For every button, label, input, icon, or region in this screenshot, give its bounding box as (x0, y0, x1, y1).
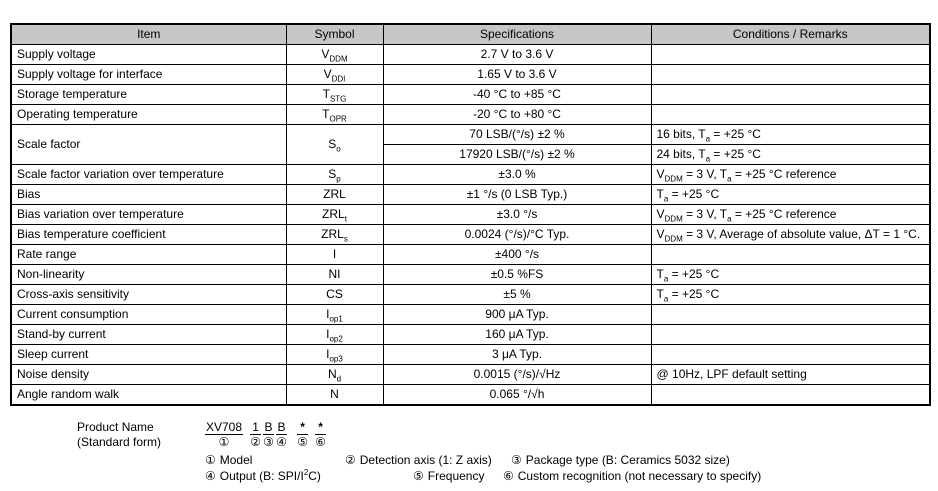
table-cell (651, 105, 930, 125)
table-cell: $S_o$ (286, 125, 383, 165)
table-cell: Bias (11, 185, 286, 205)
table-cell: Non-linearity (11, 265, 286, 285)
legend-item (205, 453, 345, 468)
table-cell: Supply voltage for interface (11, 65, 286, 85)
table-cell: $ZRL_t$ (286, 205, 383, 225)
table-cell: $V_{DDI}$ (286, 65, 383, 85)
product-code-area (205, 420, 761, 485)
product-code-segment (205, 420, 243, 450)
table-cell: ±3.0 °/s (383, 205, 651, 225)
legend-line (205, 453, 761, 468)
circled-number: ⑤ (297, 435, 308, 449)
table-body (11, 45, 930, 406)
product-code-char: * (315, 420, 326, 435)
table-cell: 900 μA Typ. (383, 305, 651, 325)
product-code-segment (263, 420, 274, 450)
circled-number: ③ (263, 435, 274, 449)
table-row (11, 345, 930, 365)
table-cell: Bias temperature coefficient (11, 225, 286, 245)
legend-label: Detection axis (1: Z axis) (359, 453, 492, 467)
table-cell: $T_a = +25$ °C (651, 185, 930, 205)
legend-line (205, 469, 761, 484)
table-row (11, 205, 930, 225)
table-cell: -20 °C to +80 °C (383, 105, 651, 125)
table-cell: Scale factor (11, 125, 286, 165)
table-cell: $I_{op1}$ (286, 305, 383, 325)
product-code-char: B (264, 420, 273, 434)
table-cell: $T_{OPR}$ (286, 105, 383, 125)
table-cell: $N_d$ (286, 365, 383, 385)
table-cell: $I_{op3}$ (286, 345, 383, 365)
legend-item (511, 453, 730, 468)
table-cell: 0.0015 (°/s)/√Hz (383, 365, 651, 385)
table-cell: 24 bits, $T_a = +25$ °C (651, 145, 930, 165)
table-cell: ZRL (286, 185, 383, 205)
table-cell: N (286, 385, 383, 406)
table-cell (651, 385, 930, 406)
table-row (11, 325, 930, 345)
circled-number: ② (345, 453, 356, 467)
product-code-segments (205, 420, 761, 450)
product-code-legend (205, 453, 761, 484)
table-cell: 70 LSB/(°/s) ±2 % (383, 125, 651, 145)
table-cell: Cross-axis sensitivity (11, 285, 286, 305)
legend-label: Package type (B: Ceramics 5032 size) (525, 453, 730, 467)
legend-label: Model (219, 453, 253, 467)
table-cell: 1.65 V to 3.6 V (383, 65, 651, 85)
table-row (11, 385, 930, 406)
table-cell: ±5 % (383, 285, 651, 305)
circled-number: ④ (276, 435, 287, 449)
table-cell: Sleep current (11, 345, 286, 365)
table-cell: $T_a = +25$ °C (651, 285, 930, 305)
table-row (11, 225, 930, 245)
table-cell (651, 325, 930, 345)
table-cell: 17920 LSB/(°/s) ±2 % (383, 145, 651, 165)
circled-number: ⑤ (413, 469, 424, 483)
product-name-block (77, 420, 761, 485)
legend-item (413, 469, 503, 484)
table-cell: $V_{DDM} = 3$ V, $T_a = +25$ °C reference (651, 165, 930, 185)
specifications-table (10, 23, 931, 406)
table-row (11, 165, 930, 185)
table-row (11, 365, 930, 385)
table-cell: I (286, 245, 383, 265)
product-code-char: XV708 (206, 420, 243, 434)
product-name-labels (77, 420, 205, 485)
table-cell: ±400 °/s (383, 245, 651, 265)
product-code-segment (297, 420, 308, 450)
table-cell: $T_{STG}$ (286, 85, 383, 105)
table-cell (651, 245, 930, 265)
table-cell: -40 °C to +85 °C (383, 85, 651, 105)
table-row (11, 125, 930, 145)
table-cell: 160 μA Typ. (383, 325, 651, 345)
legend-item (503, 469, 761, 484)
legend-item (205, 469, 413, 484)
column-header: Conditions / Remarks (651, 24, 930, 45)
table-cell: 16 bits, $T_a = +25$ °C (651, 125, 930, 145)
table-cell: 2.7 V to 3.6 V (383, 45, 651, 65)
table-cell: ±3.0 % (383, 165, 651, 185)
product-name-label: Product Name (77, 420, 154, 434)
table-row (11, 245, 930, 265)
product-code-char: 1 (250, 420, 261, 435)
table-cell: Operating temperature (11, 105, 286, 125)
table-cell: $S_p$ (286, 165, 383, 185)
product-code-char: * (297, 420, 308, 435)
table-cell: Scale factor variation over temperature (11, 165, 286, 185)
table-cell: $V_{DDM} = 3$ V, Average of absolute value, ΔT = 1 °C. (651, 225, 930, 245)
table-row (11, 285, 930, 305)
table-cell: ±1 °/s (0 LSB Typ.) (383, 185, 651, 205)
table-cell: $T_a = +25$ °C (651, 265, 930, 285)
table-cell: Noise density (11, 365, 286, 385)
table-cell: Current consumption (11, 305, 286, 325)
table-cell: Supply voltage (11, 45, 286, 65)
table-row (11, 85, 930, 105)
table-cell (651, 305, 930, 325)
table-row (11, 45, 930, 65)
legend-label: Output (B: SPI/$I^2C$) (219, 468, 321, 483)
table-cell: Rate range (11, 245, 286, 265)
table-cell (651, 85, 930, 105)
legend-label: Custom recognition (not necessary to specify) (517, 469, 762, 483)
table-cell (651, 65, 930, 85)
table-header-row (11, 24, 930, 45)
column-header: Symbol (286, 24, 383, 45)
table-cell: $V_{DDM}$ (286, 45, 383, 65)
table-cell: Stand-by current (11, 325, 286, 345)
column-header: Specifications (383, 24, 651, 45)
table-cell: 0.0024 (°/s)/°C Typ. (383, 225, 651, 245)
table-cell (651, 345, 930, 365)
legend-item (345, 453, 511, 468)
table-cell: 3 μA Typ. (383, 345, 651, 365)
table-cell: NI (286, 265, 383, 285)
table-row (11, 185, 930, 205)
product-code-segment (315, 420, 326, 450)
circled-number: ② (250, 435, 261, 449)
circled-number: ⑥ (503, 469, 514, 483)
product-code-char: B (277, 420, 286, 434)
circled-number: ④ (205, 469, 216, 483)
product-code-segment (276, 420, 287, 450)
product-code-segment (250, 420, 261, 450)
standard-form-label: (Standard form) (77, 435, 162, 449)
table-cell: Storage temperature (11, 85, 286, 105)
circled-number: ⑥ (315, 435, 326, 449)
table-cell: ±0.5 %FS (383, 265, 651, 285)
table-cell: Bias variation over temperature (11, 205, 286, 225)
legend-label: Frequency (427, 469, 485, 483)
table-row (11, 105, 930, 125)
circled-number: ③ (511, 453, 522, 467)
table-cell: $ZRL_s$ (286, 225, 383, 245)
table-row (11, 265, 930, 285)
table-cell: 0.065 °/√h (383, 385, 651, 406)
table-cell: Angle random walk (11, 385, 286, 406)
table-cell: $I_{op2}$ (286, 325, 383, 345)
table-cell: CS (286, 285, 383, 305)
circled-number: ① (205, 453, 216, 467)
table-cell (651, 45, 930, 65)
table-cell: @ 10Hz, LPF default setting (651, 365, 930, 385)
column-header: Item (11, 24, 286, 45)
table-cell: $V_{DDM} = 3$ V, $T_a = +25$ °C reference (651, 205, 930, 225)
table-row (11, 305, 930, 325)
circled-number: ① (218, 435, 230, 449)
table-row (11, 65, 930, 85)
